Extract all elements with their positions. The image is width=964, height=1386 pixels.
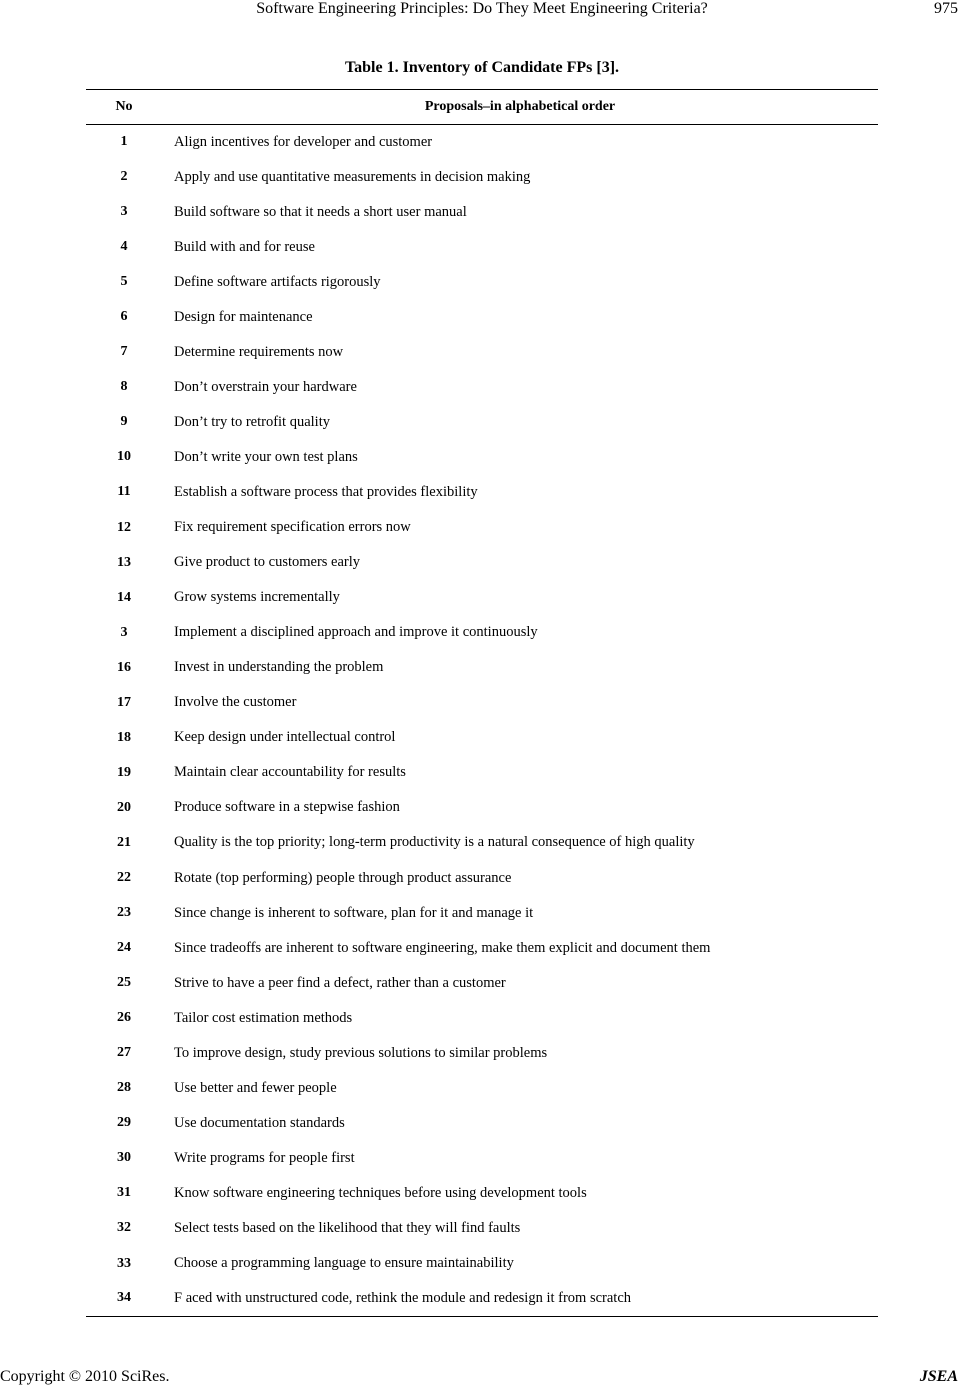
proposal-text: Involve the customer [174,694,297,711]
table-row [86,370,878,405]
proposal-text: Give product to customers early [174,554,361,571]
table-row [86,1246,878,1281]
row-number: 8 [120,379,128,395]
table-row [86,510,878,545]
table-row [86,160,878,195]
row-number: 12 [117,519,131,535]
row-number: 26 [117,1010,131,1026]
table-row [86,825,878,860]
table-row [86,335,878,370]
proposal-text: Design for maintenance [174,308,313,325]
row-number: 17 [117,694,131,710]
proposal-text: Maintain clear accountability for results [174,764,406,781]
proposal-text: Implement a disciplined approach and improve it continuously [174,624,538,641]
proposal-text: Since tradeoffs are inherent to software engineering, make them explicit and document them [174,939,711,956]
table-row [86,790,878,825]
table-row [86,475,878,510]
row-number: 19 [117,764,131,780]
table-row [86,405,878,440]
row-number: 11 [117,484,131,500]
row-number: 13 [117,554,131,570]
table-row [86,580,878,615]
row-number: 4 [120,239,128,255]
row-number: 18 [117,729,131,745]
table-row [86,860,878,895]
table-row [86,1071,878,1106]
row-number: 32 [117,1220,131,1236]
proposal-text: Align incentives for developer and customer [174,133,433,150]
running-title: Software Engineering Principles: Do They Meet Engineering Criteria? [256,0,708,17]
table-row [86,300,878,335]
proposal-text: Fix requirement specification errors now [174,519,411,536]
proposal-text: Know software engineering techniques before using development tools [174,1184,587,1201]
proposal-text: Since change is inherent to software, plan for it and manage it [174,904,534,921]
proposal-text: Produce software in a stepwise fashion [174,799,400,816]
table-row [86,1281,878,1316]
proposal-text: Keep design under intellectual control [174,729,396,746]
table-row [86,1106,878,1141]
table-row [86,1036,878,1071]
table-row [86,1176,878,1211]
table-header-row [86,90,878,125]
column-header-proposals: Proposals–in alphabetical order [162,90,878,125]
table-row [86,440,878,475]
row-number: 25 [117,975,131,991]
running-header [0,0,964,22]
proposal-text: Use better and fewer people [174,1079,337,1096]
row-number: 31 [117,1185,131,1201]
row-number: 23 [117,905,131,921]
row-number: 3 [120,624,128,640]
row-number: 21 [117,834,131,850]
inventory-table-container [86,89,878,1317]
proposal-text: Strive to have a peer find a defect, rather than a customer [174,974,506,991]
row-number: 20 [117,799,131,815]
proposal-text: Build with and for reuse [174,238,315,255]
inventory-table [86,89,878,1317]
row-number: 2 [120,169,128,185]
proposal-text: Rotate (top performing) people through product assurance [174,869,512,886]
table-row [86,545,878,580]
proposal-text: Select tests based on the likelihood that they will find faults [174,1219,521,1236]
copyright-notice: Copyright © 2010 SciRes. [0,1368,170,1385]
row-number: 10 [117,449,131,465]
proposal-text: To improve design, study previous solutions to similar problems [174,1044,548,1061]
table-row [86,896,878,931]
table-row [86,195,878,230]
row-number: 5 [120,274,128,290]
proposal-text: Choose a programming language to ensure maintainability [174,1255,514,1272]
proposal-text: Invest in understanding the problem [174,659,384,676]
proposal-text: F aced with unstructured code, rethink the module and redesign it from scratch [174,1289,632,1306]
proposal-text: Grow systems incrementally [174,589,340,606]
proposal-text: Don’t write your own test plans [174,448,358,465]
table-row [86,1211,878,1246]
row-number: 24 [117,940,131,956]
row-number: 34 [117,1290,131,1306]
proposal-text: Apply and use quantitative measurements in decision making [174,168,531,185]
proposal-text: Tailor cost estimation methods [174,1009,353,1026]
table-row [86,720,878,755]
proposal-text: Define software artifacts rigorously [174,273,381,290]
proposal-text: Quality is the top priority; long-term productivity is a natural consequence of high quality [174,834,695,851]
page-number: 975 [934,0,958,17]
row-number: 14 [117,589,131,605]
row-number: 7 [120,344,128,360]
row-number: 27 [117,1045,131,1061]
table-row [86,966,878,1001]
row-number: 28 [117,1080,131,1096]
table-row [86,685,878,720]
table-caption: Table 1. Inventory of Candidate FPs [3]. [344,59,620,76]
table-body [86,125,878,1317]
table-row [86,1001,878,1036]
proposal-text: Use documentation standards [174,1114,345,1131]
column-header-no: No [86,90,162,125]
table-row [86,230,878,265]
row-number: 9 [120,414,128,430]
table-row [86,1141,878,1176]
row-number: 6 [120,309,128,325]
table-row [86,650,878,685]
table-row [86,125,878,160]
table-row [86,265,878,300]
table-row [86,931,878,966]
proposal-text: Don’t overstrain your hardware [174,378,357,395]
row-number: 33 [117,1255,131,1271]
row-number: 16 [117,659,131,675]
row-number: 30 [117,1150,131,1166]
row-number: 22 [117,870,131,885]
proposal-text: Establish a software process that provides flexibility [174,483,478,500]
proposal-text: Build software so that it needs a short user manual [174,203,467,220]
proposal-text: Don’t try to retrofit quality [174,413,330,430]
proposal-text: Determine requirements now [174,343,344,360]
proposal-text: Write programs for people first [174,1149,355,1166]
row-number: 3 [120,204,128,220]
journal-abbreviation: JSEA [919,1368,958,1385]
table-row [86,755,878,790]
row-number: 29 [117,1115,131,1131]
table-row [86,615,878,650]
row-number: 1 [120,134,128,150]
